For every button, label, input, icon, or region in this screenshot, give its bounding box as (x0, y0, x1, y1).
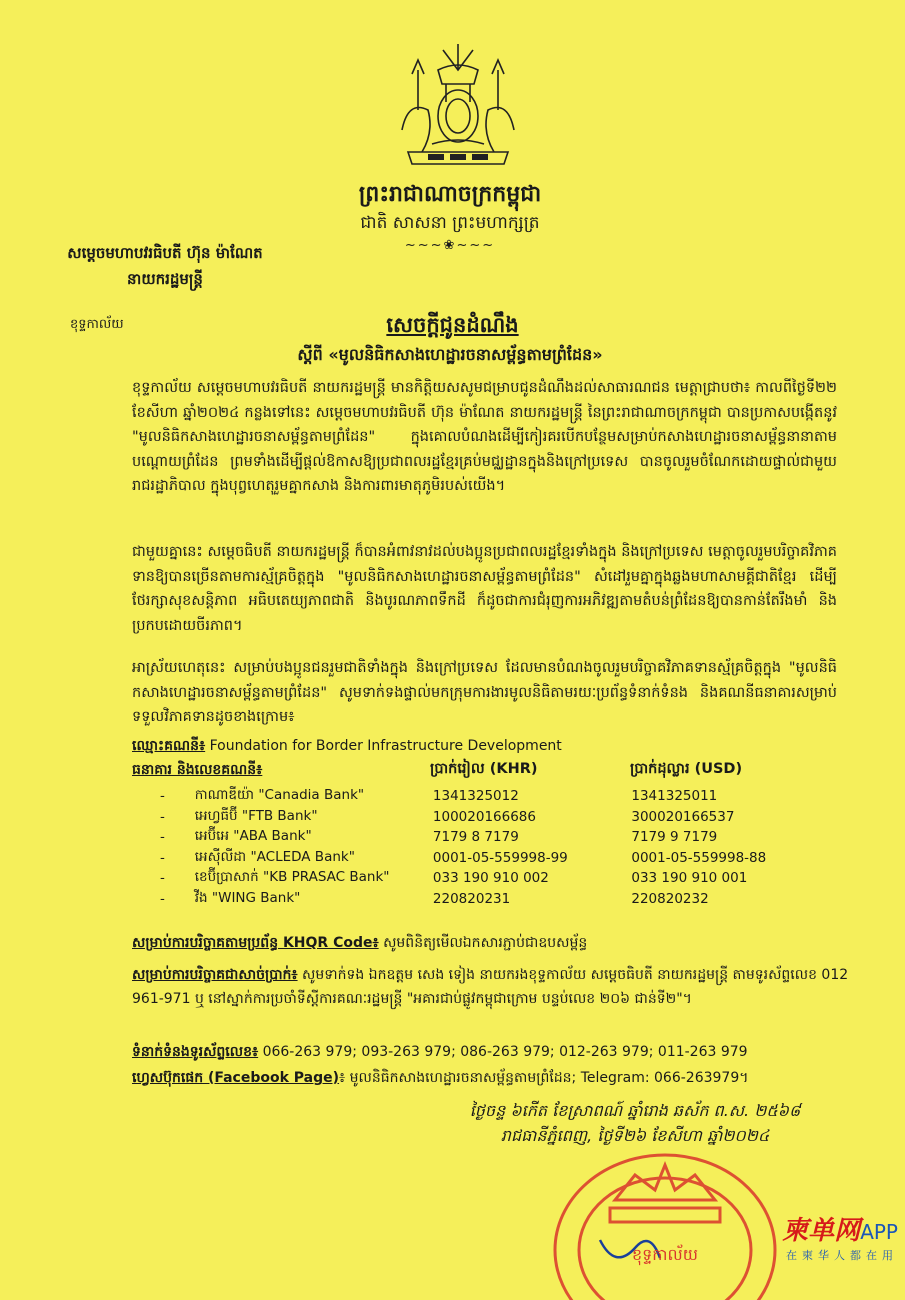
bank-name: វីង "WING Bank" (194, 889, 301, 906)
seal-text: ខុទ្ទកាល័យ (631, 1245, 699, 1264)
bank-row-ftb (160, 807, 810, 828)
bank-name: អេស៊ីលីដា "ACLEDA Bank" (194, 848, 355, 865)
bank-name: អេហ្វធីប៊ី "FTB Bank" (194, 807, 318, 824)
account-name-line (132, 736, 852, 757)
khr-header: ប្រាក់រៀល (KHR) (430, 761, 538, 777)
national-motto: ជាតិ សាសនា ព្រះមហាក្សត្រ (360, 213, 540, 233)
bank-bullet: - (160, 890, 165, 907)
ornament-divider: ~~~❀~~~ (404, 238, 496, 253)
bank-usd-account: 033 190 910 001 (631, 870, 748, 887)
bank-row-kb-prasac (160, 868, 810, 889)
cash-label: សម្រាប់ការបរិច្ចាគជាសាច់ប្រាក់៖ (132, 967, 298, 983)
bank-name: ខេប៊ីប្រាសាក់ "KB PRASAC Bank" (194, 869, 390, 886)
solar-date: រាជធានីភ្នំពេញ, ថ្ងៃទី២៦ ខែសីហា ឆ្នាំ២០២៤ (500, 1126, 770, 1145)
bank-khr-account: 7179 8 7179 (432, 829, 519, 846)
account-label: ឈ្មោះគណនី៖ (132, 738, 206, 754)
bank-khr-account: 100020166686 (432, 808, 536, 825)
paragraph-instructions: អាស្រ័យហេតុនេះ សម្រាប់បងប្អូនជនរួមជាតិទាំងក្នុង និងក្រៅប្រទេស ដែលមានបំណងចូលរួមបរិច្ចាគវិភាគទានស្ម័គ្រចិត្តក្នុង "មូលនិធិកសាងហេដ្ឋារចនាសម្ព័ន្ធតាមព្រំដែន" សូមទាក់ទងផ្ទាល់មកក្រុមការងារមូលនិធិតាមរយៈប្រព័ន្ធទំនាក់ទំនង និងគណនីធនាគារសម្រាប់ទទួលវិភាគទានដូចខាងក្រោម៖ (132, 660, 837, 725)
app-watermark (718, 1210, 898, 1263)
bank-bullet: - (160, 829, 165, 846)
bank-bullet: - (160, 788, 165, 805)
bank-usd-account: 0001-05-559998-88 (631, 849, 767, 866)
bank-list (160, 786, 810, 909)
khqr-label: សម្រាប់ការបរិច្ចាគតាមប្រព័ន្ធ KHQR Code៖ (132, 935, 379, 951)
bank-khr-account: 1341325012 (432, 788, 519, 805)
bank-khr-account: 0001-05-559998-99 (432, 849, 568, 866)
cash-donation-line (132, 963, 852, 1011)
signer-title: សម្ដេចមហាបវរធិបតី ហ៊ុន ម៉ាណែត (67, 244, 263, 262)
bank-usd-account: 1341325011 (631, 788, 718, 805)
bank-usd-account: 220820232 (631, 890, 709, 907)
document-subtitle: ស្ដីពី «មូលនិធិកសាងហេដ្ឋារចនាសម្ព័ន្ធតាមព្រំដែន» (297, 345, 603, 364)
watermark-tagline: 在柬华人都在用 (786, 1249, 898, 1262)
signer-block (40, 240, 290, 292)
facebook-line (132, 1068, 852, 1089)
bank-bullet: - (160, 849, 165, 866)
bank-label: ធនាគារ និងលេខគណនី៖ (132, 762, 263, 778)
paragraph-appeal: ជាមួយគ្នានេះ សម្ដេចធិបតី នាយករដ្ឋមន្ត្រី ក៏បានអំពាវនាវដល់បងប្អូនប្រជាពលរដ្ឋខ្មែរទាំងក្នុង និងក្រៅប្រទេស មេត្តាចូលរួមបរិច្ចាគវិភាគទានឱ្យបានច្រើនតាមការស្ម័គ្រចិត្តក្នុង "មូលនិធិកសាងហេដ្ឋារចនាសម្ព័ន្ធតាមព្រំដែន" សំដៅរួមគ្នាក្នុងឆ្លងមហាសាមគ្គីជាតិខ្មែរ ដើម្បីថែរក្សាសុខសន្តិភាព អធិបតេយ្យភាពជាតិ និងបូរណភាពទឹកដី ក៏ដូចជាការជំរុញការអភិវឌ្ឍតាមតំបន់ព្រំដែនឱ្យបានកាន់តែរឹងមាំ និងប្រកបដោយចីរភាព។ (132, 544, 837, 634)
phone-label: ទំនាក់ទំនងទូរស័ព្ទលេខ៖ (132, 1044, 259, 1060)
account-value: Foundation for Border Infrastructure Development (209, 738, 562, 754)
khqr-line (132, 933, 852, 954)
paragraph-intro: ខុទ្ទកាល័យ សម្ដេចមហាបវរធិបតី នាយករដ្ឋមន្ត្រី មានកិត្តិយសសូមជម្រាបជូនដំណឹងដល់សាធារណជន មេត្តាជ្រាបថា៖ កាលពីថ្ងៃទី២២ ខែសីហា ឆ្នាំ២០២៤ កន្លងទៅនេះ សម្ដេចមហាបវរធិបតី ហ៊ុន ម៉ាណែត នាយករដ្ឋមន្ត្រី នៃព្រះរាជាណាចក្រកម្ពុជា បានប្រកាសបង្កើតនូវ "មូលនិធិកសាងហេដ្ឋារចនាសម្ព័ន្ធតាមព្រំដែន" ក្នុងគោលបំណងដើម្បីកៀរគរបើកបន្ថែមសម្រាប់កសាងហេដ្ឋារចនាសម្ព័ន្ធនានាតាមបណ្ដោយព្រំដែន ព្រមទាំងដើម្បីផ្ដល់ឱកាសឱ្យប្រជាពលរដ្ឋខ្មែរគ្រប់មជ្ឈដ្ឋានក្នុងនិងក្រៅប្រទេស បានចូលរួមចំណែកដោយផ្ទាល់ជាមួយរាជរដ្ឋាភិបាល ក្នុងបុព្វហេតុរួមគ្នាកសាង និងការពារមាតុភូមិរបស់យើង។ (132, 380, 837, 494)
lunar-date: ថ្ងៃចន្ទ ៦កើត ខែស្រាពណ៍ ឆ្នាំរោង ឆស័ក ព.ស. ២៥៦៨ (469, 1101, 801, 1120)
bank-khr-account: 220820231 (432, 890, 511, 907)
office-label: ខុទ្ទកាល័យ (70, 317, 124, 332)
bank-row-wing (160, 889, 810, 910)
bank-header-row (132, 760, 852, 781)
bank-row-canadia (160, 786, 810, 807)
khqr-value: សូមពិនិត្យមើលឯកសារភ្ជាប់ជាឧបសម្ព័ន្ធ (378, 935, 588, 951)
kingdom-name: ព្រះរាជាណាចក្រកម្ពុជា (358, 182, 542, 207)
facebook-value: ៖ មូលនិធិកសាងហេដ្ឋារចនាសម្ព័ន្ធតាមព្រំដែន; Telegram: 066-263979។ (339, 1070, 749, 1086)
bank-name: កាណាឌីយ៉ា "Canadia Bank" (194, 787, 365, 804)
bank-row-acleda (160, 848, 810, 869)
facebook-label: ហ្វេសប៊ុកផេក (Facebook Page) (132, 1070, 340, 1086)
document-title: សេចក្ដីជូនដំណឹង (386, 313, 519, 337)
signer-role: នាយករដ្ឋមន្ត្រី (127, 270, 203, 288)
bank-usd-account: 7179 9 7179 (631, 829, 718, 846)
bank-name: អេប៊ីអេ "ABA Bank" (194, 828, 312, 845)
watermark-app: APP (860, 1220, 898, 1244)
bank-bullet: - (160, 808, 165, 825)
royal-emblem-icon (388, 40, 528, 175)
bank-usd-account: 300020166537 (631, 808, 735, 825)
phone-line (132, 1042, 852, 1063)
phone-value: 066-263 979; 093-263 979; 086-263 979; 012-263 979; 011-263 979 (258, 1044, 748, 1060)
usd-header: ប្រាក់ដុល្លារ (USD) (630, 761, 743, 777)
bank-khr-account: 033 190 910 002 (432, 870, 549, 887)
bank-row-aba (160, 827, 810, 848)
watermark-brand: 柬单网 (782, 1216, 861, 1246)
bank-bullet: - (160, 870, 165, 887)
cash-value: សូមទាក់ទង ឯកឧត្ដម សេង ទៀង នាយករងខុទ្ទកាល័យ សម្ដេចធិបតី នាយករដ្ឋមន្ត្រី តាមទូរស័ព្ទលេខ 012 961-971 ឬ នៅស្នាក់ការប្រចាំទីស្ដីការគណៈរដ្ឋមន្ត្រី "អគារជាប់ផ្លូវកម្ពុជាក្រោម បន្ទប់លេខ ២០៦ ជាន់ទី២"។ (132, 967, 849, 1007)
